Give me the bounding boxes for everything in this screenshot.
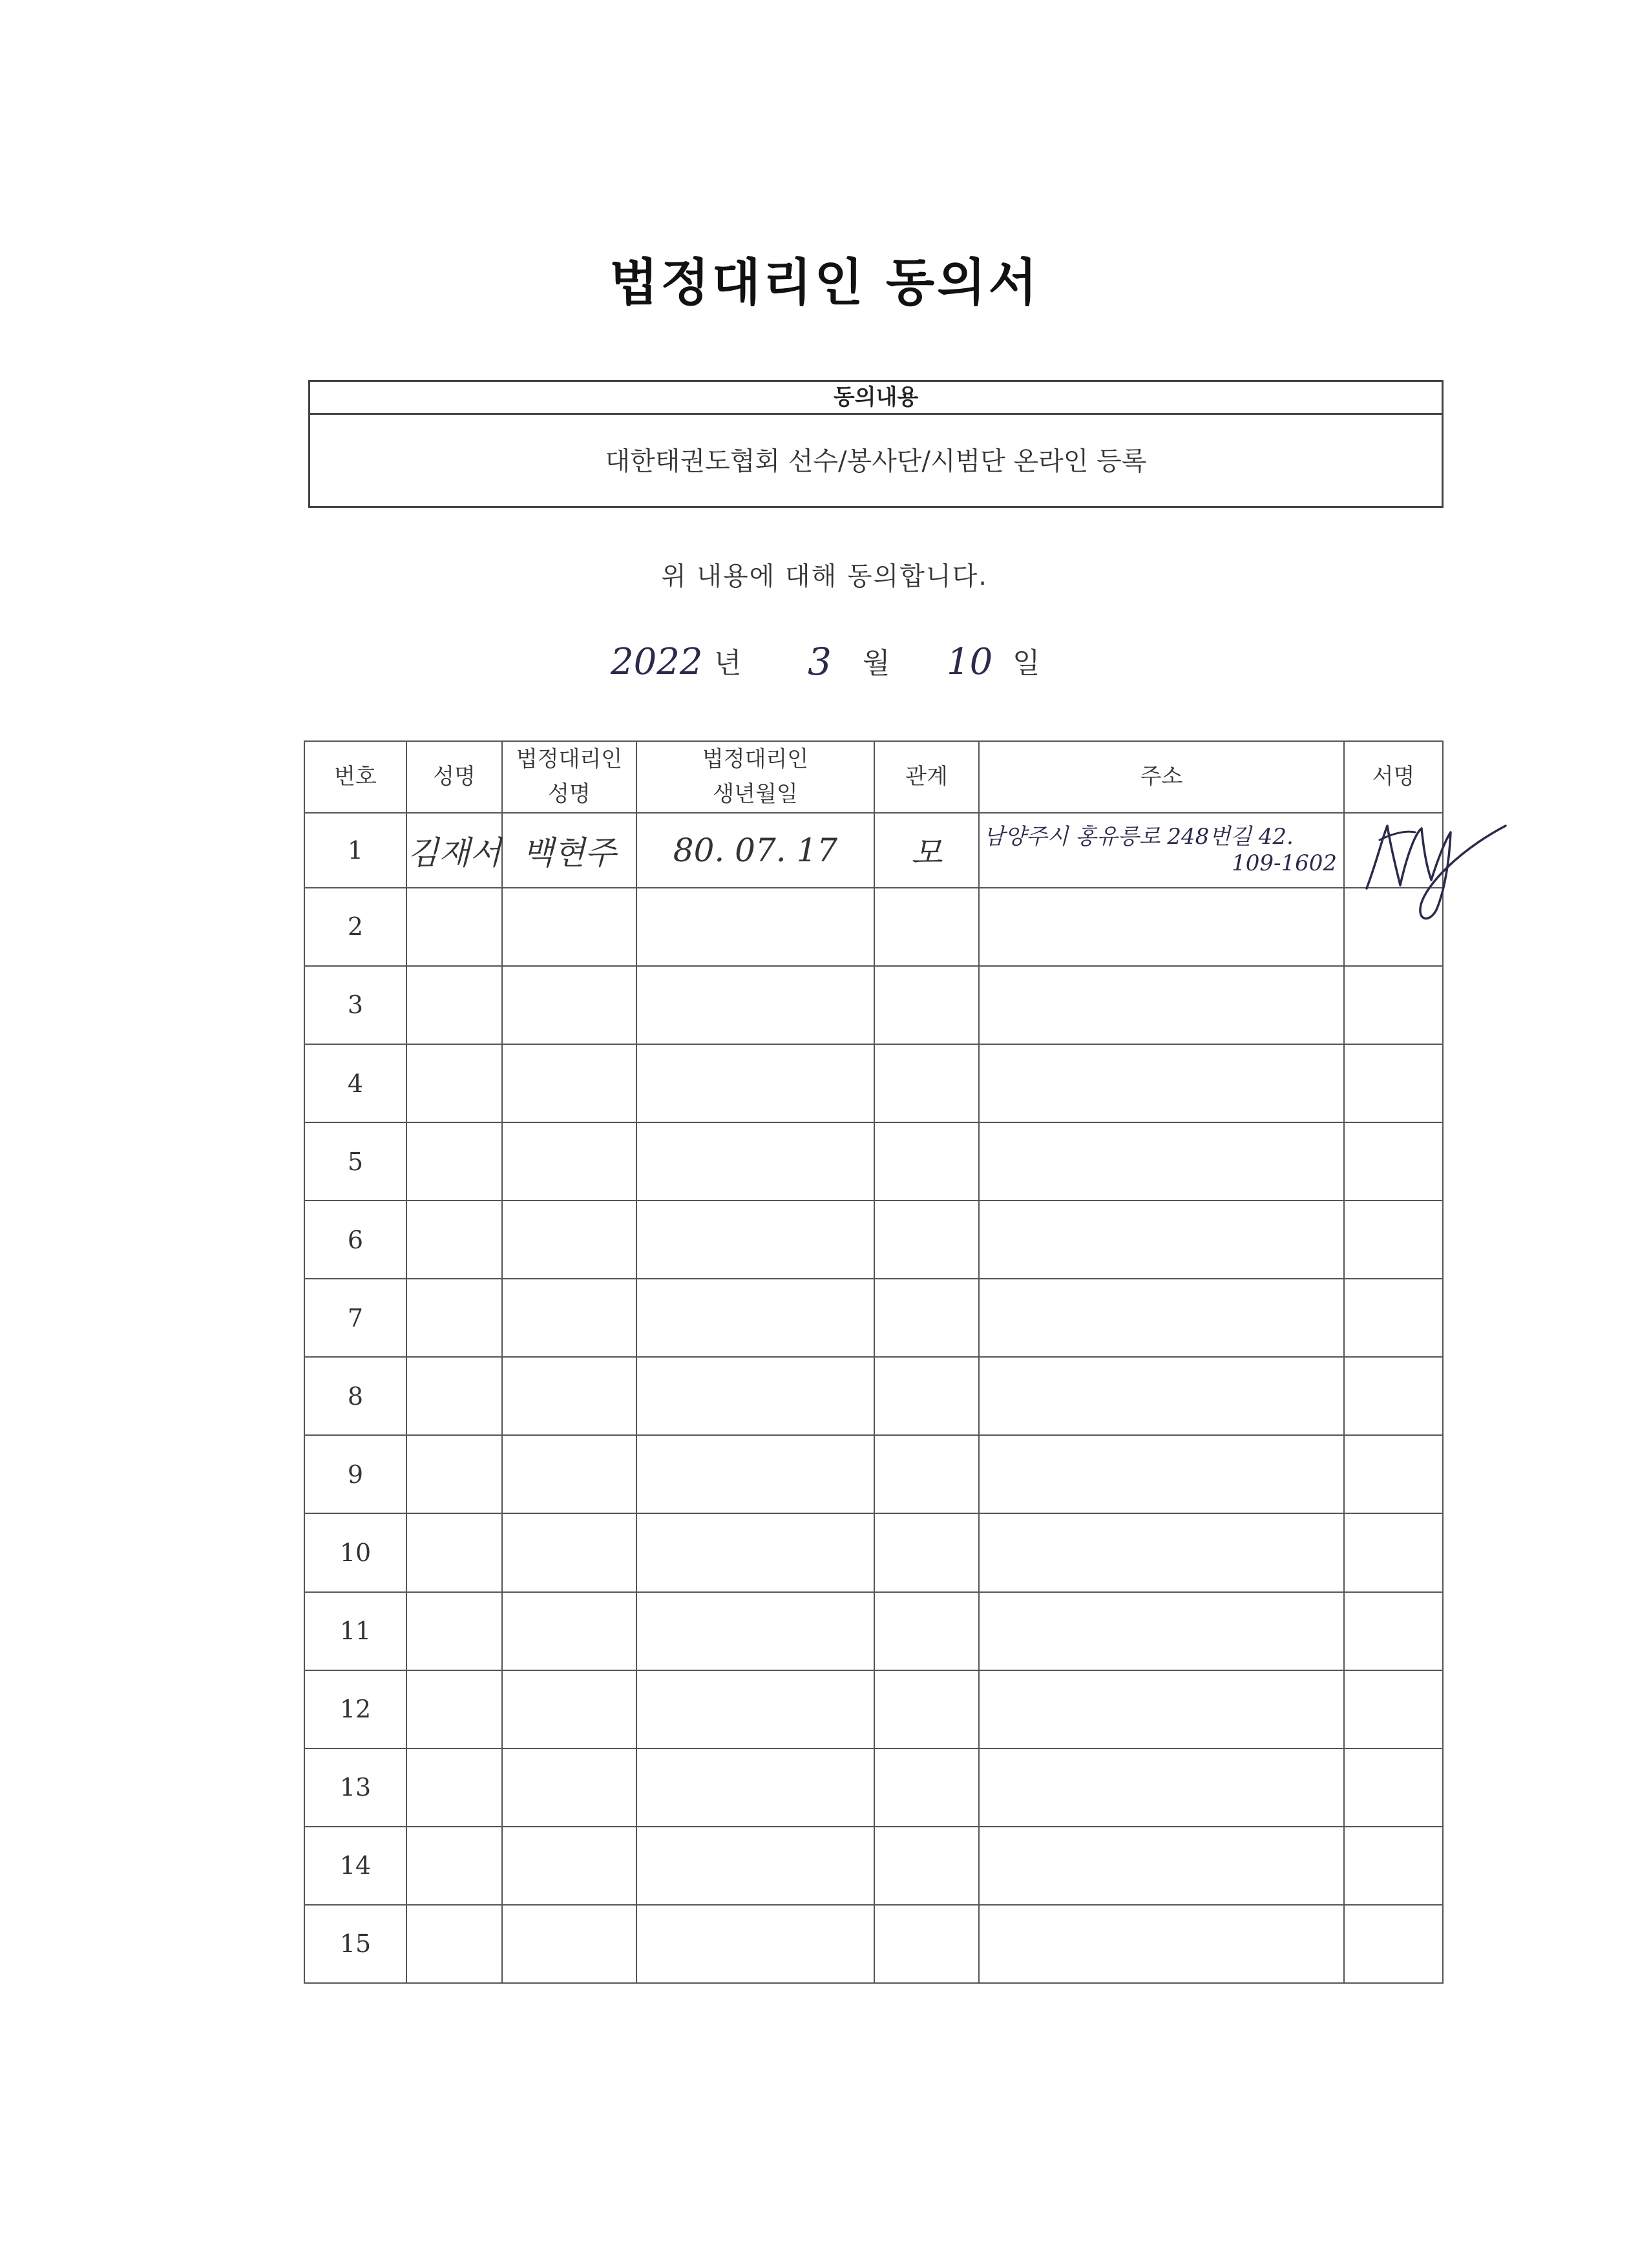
guardian-name-cell	[502, 1827, 636, 1905]
document-title: 법정대리인 동의서	[609, 253, 1040, 312]
table-row	[304, 1122, 1443, 1201]
row-number: 8	[304, 1357, 406, 1435]
row-number: 6	[304, 1201, 406, 1279]
table-row	[304, 1201, 1443, 1279]
relation-cell	[874, 888, 979, 966]
table-header-row	[304, 741, 1443, 813]
address-cell	[979, 1044, 1344, 1122]
guardian-birth-cell	[636, 1044, 874, 1122]
guardian-name-cell	[502, 1513, 636, 1591]
address-cell	[979, 1201, 1344, 1279]
row-number: 2	[304, 888, 406, 966]
header-relation: 관계	[874, 741, 979, 813]
guardian-name-cell	[502, 1592, 636, 1670]
row-number: 9	[304, 1435, 406, 1513]
name-cell	[406, 1748, 502, 1827]
table-row	[304, 1748, 1443, 1827]
guardian-name-cell	[502, 966, 636, 1044]
name-cell	[406, 1905, 502, 1983]
table-row	[304, 1827, 1443, 1905]
name-cell	[406, 1201, 502, 1279]
address-cell	[979, 1905, 1344, 1983]
guardian-name-cell	[502, 1044, 636, 1122]
relation-cell	[874, 1201, 979, 1279]
guardian-name-cell	[502, 1905, 636, 1983]
consent-header: 동의내용	[310, 382, 1442, 415]
guardian-birth-cell	[636, 888, 874, 966]
address-cell	[979, 1748, 1344, 1827]
relation-cell	[874, 1670, 979, 1748]
table-row	[304, 966, 1443, 1044]
table-row	[304, 1905, 1443, 1983]
table-row	[304, 1670, 1443, 1748]
relation-cell: 모	[874, 813, 979, 888]
guardian-birth-cell	[636, 1513, 874, 1591]
relation-cell	[874, 1044, 979, 1122]
guardian-name-cell	[502, 1435, 636, 1513]
guardian-birth-cell	[636, 1279, 874, 1357]
signature-cell	[1344, 1827, 1443, 1905]
guardian-birth-cell	[636, 1827, 874, 1905]
header-signature: 서명	[1344, 741, 1443, 813]
address-cell	[979, 1670, 1344, 1748]
guardian-birth-cell: 80. 07. 17	[636, 813, 874, 888]
signature-cell	[1344, 1513, 1443, 1591]
relation-cell	[874, 1513, 979, 1591]
date-day-handwritten: 10	[947, 641, 993, 683]
guardian-name-cell	[502, 1201, 636, 1279]
consent-content: 대한태권도협회 선수/봉사단/시범단 온라인 등록	[605, 446, 1147, 476]
name-cell: 김재서	[406, 813, 502, 888]
name-cell	[406, 888, 502, 966]
registration-table	[304, 740, 1444, 1984]
name-cell	[406, 1044, 502, 1122]
address-cell	[979, 1279, 1344, 1357]
date-year-handwritten: 2022	[611, 641, 703, 683]
signature-cell	[1344, 1044, 1443, 1122]
signature-cell	[1344, 1357, 1443, 1435]
guardian-name-cell	[502, 1279, 636, 1357]
relation-cell	[874, 1357, 979, 1435]
address-cell	[979, 966, 1344, 1044]
guardian-name-cell	[502, 1122, 636, 1201]
name-cell	[406, 1670, 502, 1748]
signature-cell	[1344, 1592, 1443, 1670]
name-cell	[406, 1279, 502, 1357]
row-number: 1	[304, 813, 406, 888]
header-address: 주소	[979, 741, 1344, 813]
name-cell	[406, 1513, 502, 1591]
guardian-birth-cell	[636, 1122, 874, 1201]
address-cell	[979, 1357, 1344, 1435]
row-number: 3	[304, 966, 406, 1044]
table-row	[304, 1592, 1443, 1670]
guardian-name-cell	[502, 1748, 636, 1827]
signature-cell	[1344, 1748, 1443, 1827]
address-line2: 109-1602	[1232, 850, 1337, 876]
consent-box	[308, 380, 1444, 508]
signature-cell	[1344, 966, 1443, 1044]
date-month-handwritten: 3	[808, 640, 832, 684]
relation-cell	[874, 1905, 979, 1983]
relation-cell	[874, 1279, 979, 1357]
address-line1: 남양주시 홍유릉로 248번길 42.	[983, 824, 1294, 850]
signature-cell	[1344, 1279, 1443, 1357]
guardian-name-cell	[502, 888, 636, 966]
header-guardian-birth: 법정대리인 생년월일	[636, 741, 874, 813]
table-row	[304, 1044, 1443, 1122]
guardian-birth-cell	[636, 1905, 874, 1983]
signature-cell	[1344, 1122, 1443, 1201]
address-cell	[979, 1435, 1344, 1513]
row-number: 12	[304, 1670, 406, 1748]
table-row	[304, 813, 1443, 888]
row-number: 7	[304, 1279, 406, 1357]
agreement-statement: 위 내용에 대해 동의합니다.	[661, 562, 988, 591]
address-cell	[979, 1592, 1344, 1670]
address-cell	[979, 1122, 1344, 1201]
date-day-label: 일	[1013, 647, 1040, 680]
signature-cell	[1344, 1670, 1443, 1748]
signature-cell	[1344, 1435, 1443, 1513]
name-cell	[406, 1592, 502, 1670]
relation-cell	[874, 1592, 979, 1670]
guardian-name-cell	[502, 1670, 636, 1748]
relation-cell	[874, 1748, 979, 1827]
guardian-birth-cell	[636, 1357, 874, 1435]
signature-cell	[1344, 1201, 1443, 1279]
table-row	[304, 1357, 1443, 1435]
guardian-birth-cell	[636, 1435, 874, 1513]
relation-cell	[874, 966, 979, 1044]
table-row	[304, 1513, 1443, 1591]
row-number: 4	[304, 1044, 406, 1122]
relation-cell	[874, 1122, 979, 1201]
address-cell	[979, 1827, 1344, 1905]
address-cell	[979, 1513, 1344, 1591]
name-cell	[406, 1357, 502, 1435]
signature-cell	[1344, 1905, 1443, 1983]
guardian-name-cell	[502, 1357, 636, 1435]
name-cell	[406, 1827, 502, 1905]
header-guardian-name: 법정대리인 성명	[502, 741, 636, 813]
relation-cell	[874, 1435, 979, 1513]
row-number: 13	[304, 1748, 406, 1827]
row-number: 15	[304, 1905, 406, 1983]
table-row	[304, 1279, 1443, 1357]
date-month-label: 월	[863, 647, 890, 680]
row-number: 14	[304, 1827, 406, 1905]
guardian-birth-cell	[636, 1201, 874, 1279]
guardian-name-cell: 백현주	[502, 813, 636, 888]
handwritten-signature	[1354, 801, 1509, 924]
name-cell	[406, 1122, 502, 1201]
guardian-birth-cell	[636, 1670, 874, 1748]
header-name: 성명	[406, 741, 502, 813]
date-year-label: 년	[714, 647, 742, 680]
row-number: 11	[304, 1592, 406, 1670]
address-cell	[979, 888, 1344, 966]
guardian-birth-cell	[636, 1748, 874, 1827]
row-number: 5	[304, 1122, 406, 1201]
header-no: 번호	[304, 741, 406, 813]
table-row	[304, 1435, 1443, 1513]
name-cell	[406, 966, 502, 1044]
guardian-birth-cell	[636, 966, 874, 1044]
guardian-birth-cell	[636, 1592, 874, 1670]
row-number: 10	[304, 1513, 406, 1591]
table-row	[304, 888, 1443, 966]
name-cell	[406, 1435, 502, 1513]
relation-cell	[874, 1827, 979, 1905]
address-cell	[979, 813, 1344, 888]
